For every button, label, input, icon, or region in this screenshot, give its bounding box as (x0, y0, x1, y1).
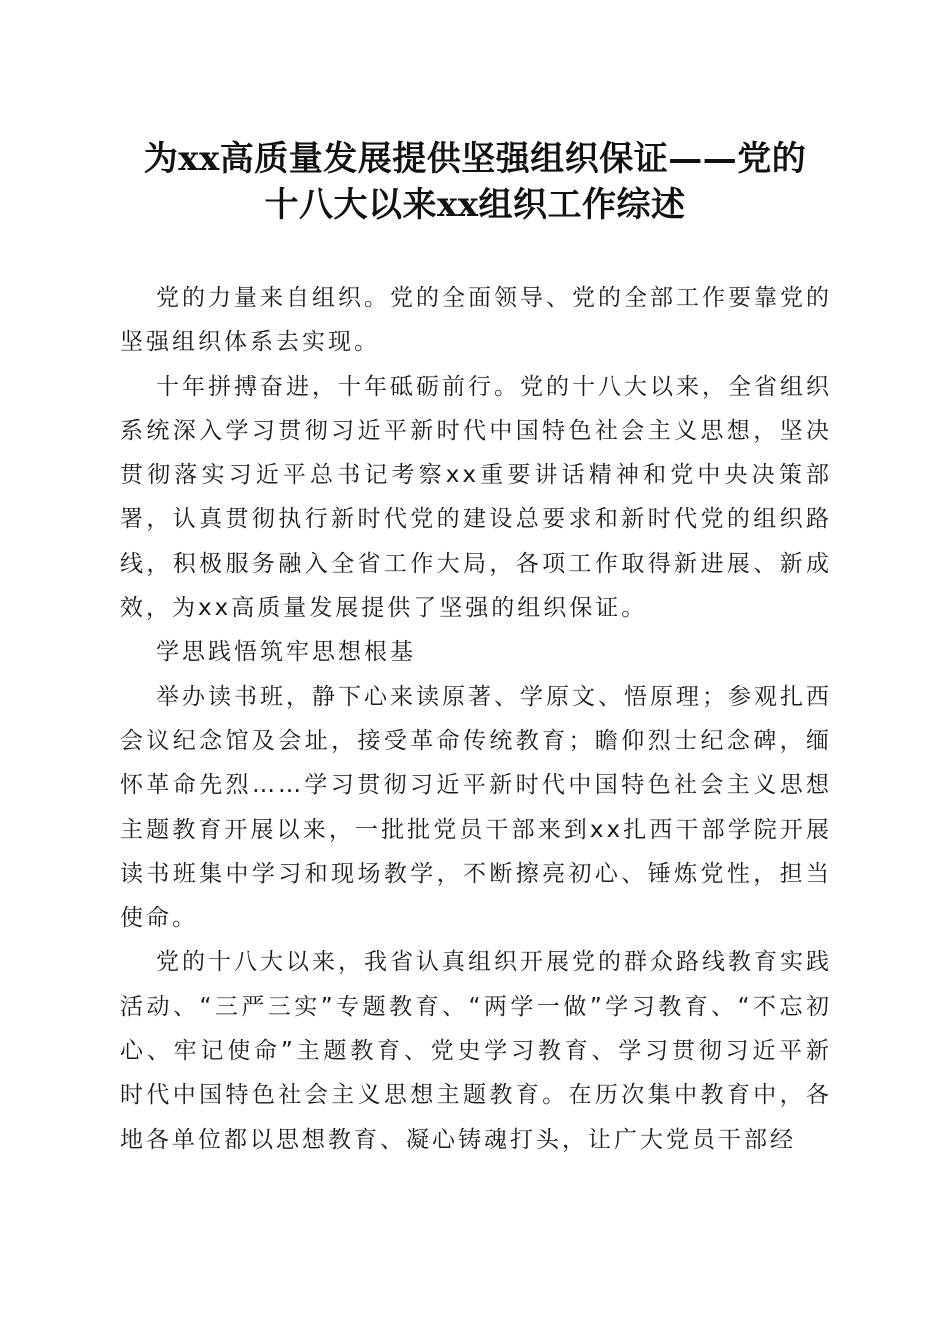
section-heading: 学思践悟筑牢思想根基 (156, 639, 416, 666)
title-line-1: 为xx高质量发展提供坚强组织保证——党的 (143, 139, 807, 179)
paragraph-education-campaigns: 党的十八大以来，我省认真组织开展党的群众路线教育实践活动、“三严三实”专题教育、“两学一做”学习教育、“不忘初心、牢记使命”主题教育、党史学习教育、学习贯彻习近平新时代中国特色社会主义思想主题教育。在历次集中教育中，各地各单位都以思想教育、凝心铸魂打头，让广大党员干部经 (120, 949, 832, 1153)
paragraph-study-activities: 举办读书班，静下心来读原著、学原文、悟原理；参观扎西会议纪念馆及会址，接受革命传统教育；瞻仰烈士纪念碑，缅怀革命先烈……学习贯彻习近平新时代中国特色社会主义思想主题教育开展以来，一批批党员干部来到xx扎西干部学院开展读书班集中学习和现场教学，不断擦亮初心、锤炼党性，担当使命。 (120, 683, 832, 932)
document-body (120, 276, 832, 1162)
document-title (110, 136, 840, 228)
title-line-2: 十八大以来xx组织工作综述 (264, 185, 686, 225)
paragraph-overview: 十年拼搏奋进，十年砥砺前行。党的十八大以来，全省组织系统深入学习贯彻习近平新时代中国特色社会主义思想，坚决贯彻落实习近平总书记考察xx重要讲话精神和党中央决策部署，认真贯彻执行新时代党的建设总要求和新时代党的组织路线，积极服务融入全省工作大局，各项工作取得新进展、新成效，为xx高质量发展提供了坚强的组织保证。 (120, 373, 832, 622)
paragraph-intro: 党的力量来自组织。党的全面领导、党的全部工作要靠党的坚强组织体系去实现。 (120, 285, 832, 356)
